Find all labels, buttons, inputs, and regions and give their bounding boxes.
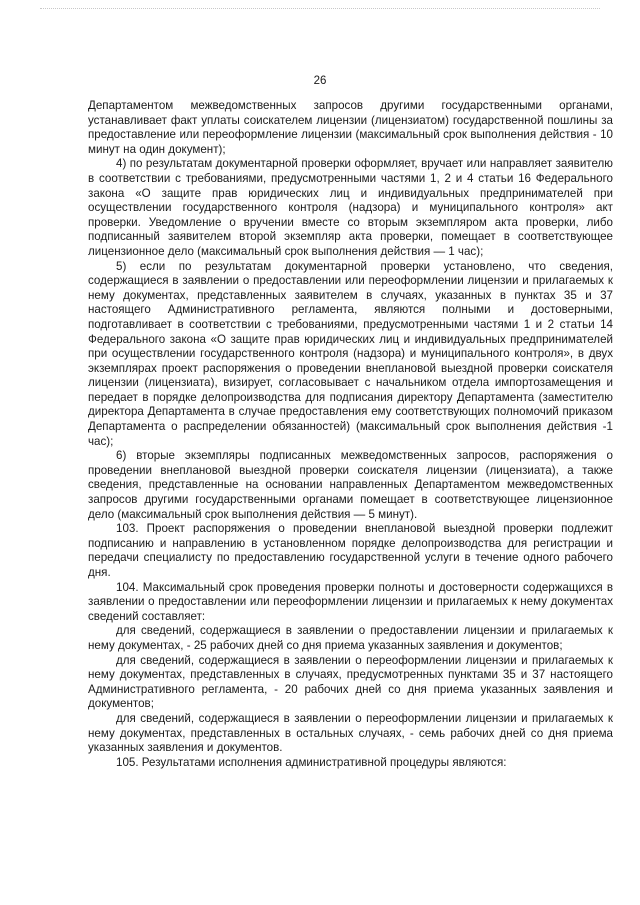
paragraph-104-reissue-other: для сведений, содержащиеся в заявлении о переоформлении лицензии и прилагаемых к нему документах, представленных в остальных случаях, - семь рабочих дней со дня приема указанных заявления и документов. [88,711,613,755]
paragraph-item-6: 6) вторые экземпляры подписанных межведомственных запросов, распоряжения о проведении внеплановой выездной проверки соискателя лицензии (лицензиата), а также сведения, представленные на основании направленных Департаментом межведомственных запросов другими государственными органами помещает в соответствующее лицензионное дело (максимальный срок выполнения действия — 5 минут). [88,449,613,521]
paragraph-104: 104. Максимальный срок проведения проверки полноты и достоверности содержащихся в заявлении о предоставлении или переоформлении лицензии и прилагаемых к нему документах сведений составляет: [88,580,613,623]
page-number: 26 [313,75,327,87]
paragraph-item-4: 4) по результатам документарной проверки оформляет, вручает или направляет заявителю в соответствии с требованиями, предусмотренными частями 1, 2 и 4 статьи 16 Федерального закона «О защите прав юридических лиц и индивидуальных предпринимателей при осуществлении государственного контроля (надзора) и муниципального контроля» акт проверки. Уведомление о вручении вместе со вторым экземпляром акта проверки, либо подписанный заявителем второй экземпляр акта проверки, помещает в соответствующее лицензионное дело (максимальный срок выполнения действия — 1 час); [88,157,613,258]
paragraph-item-5: 5) если по результатам документарной проверки установлено, что сведения, содержащиеся в заявлении о предоставлении или переоформлении лицензии и прилагаемых к нему документах, представленных заявителем в случаях, указанных в пунктах 35 и 37 настоящего Административного регламента, являются полными и достоверными, подготавливает в соответствии с требованиями, предусмотренными частями 1 и 2 статьи 14 Федерального закона «О защите прав юридических лиц и индивидуальных предпринимателей при осуществлении государственного контроля (надзора) и муниципального контроля», в двух экземплярах проект распоряжения о проведении внеплановой выездной проверки соискателя лицензии (лицензиата), визирует, согласовывает с начальником отдела импортозамещения и передает в порядке делопроизводства для подписания директору Департамента (заместителю директора Департамента в случае предоставления ему соответствующих полномочий приказом Департамента о распределении обязанностей) (максимальный срок выполнения действия -1 час); [88,259,613,448]
document-body [88,99,613,770]
paragraph-continuation: Департаментом межведомственных запросов другими государственными органами, устанавливает факт уплаты соискателем лицензии (лицензиатом) государственной пошлины за предоставление или переоформление лицензии (максимальный срок выполнения действия - 10 минут на один документ); [88,99,613,156]
scan-edge-artifact [40,8,600,11]
paragraph-103: 103. Проект распоряжения о проведении внеплановой выездной проверки подлежит подписанию и направлению в установленном порядке делопроизводства для регистрации и передачи специалисту по предоставлению государственной услуги в течение одного рабочего дня. [88,522,613,579]
paragraph-104-issuance: для сведений, содержащиеся в заявлении о предоставлении лицензии и прилагаемых к нему документах, - 25 рабочих дней со дня приема указанных заявления и документов; [88,624,613,652]
paragraph-104-reissue-35-37: для сведений, содержащиеся в заявлении о переоформлении лицензии и прилагаемых к нему документах, представленных в случаях, предусмотренных пунктами 35 и 37 настоящего Административного регламента, - 20 рабочих дней со дня приема указанных заявления и документов; [88,653,613,711]
paragraph-105: 105. Результатами исполнения административной процедуры являются: [116,755,507,769]
